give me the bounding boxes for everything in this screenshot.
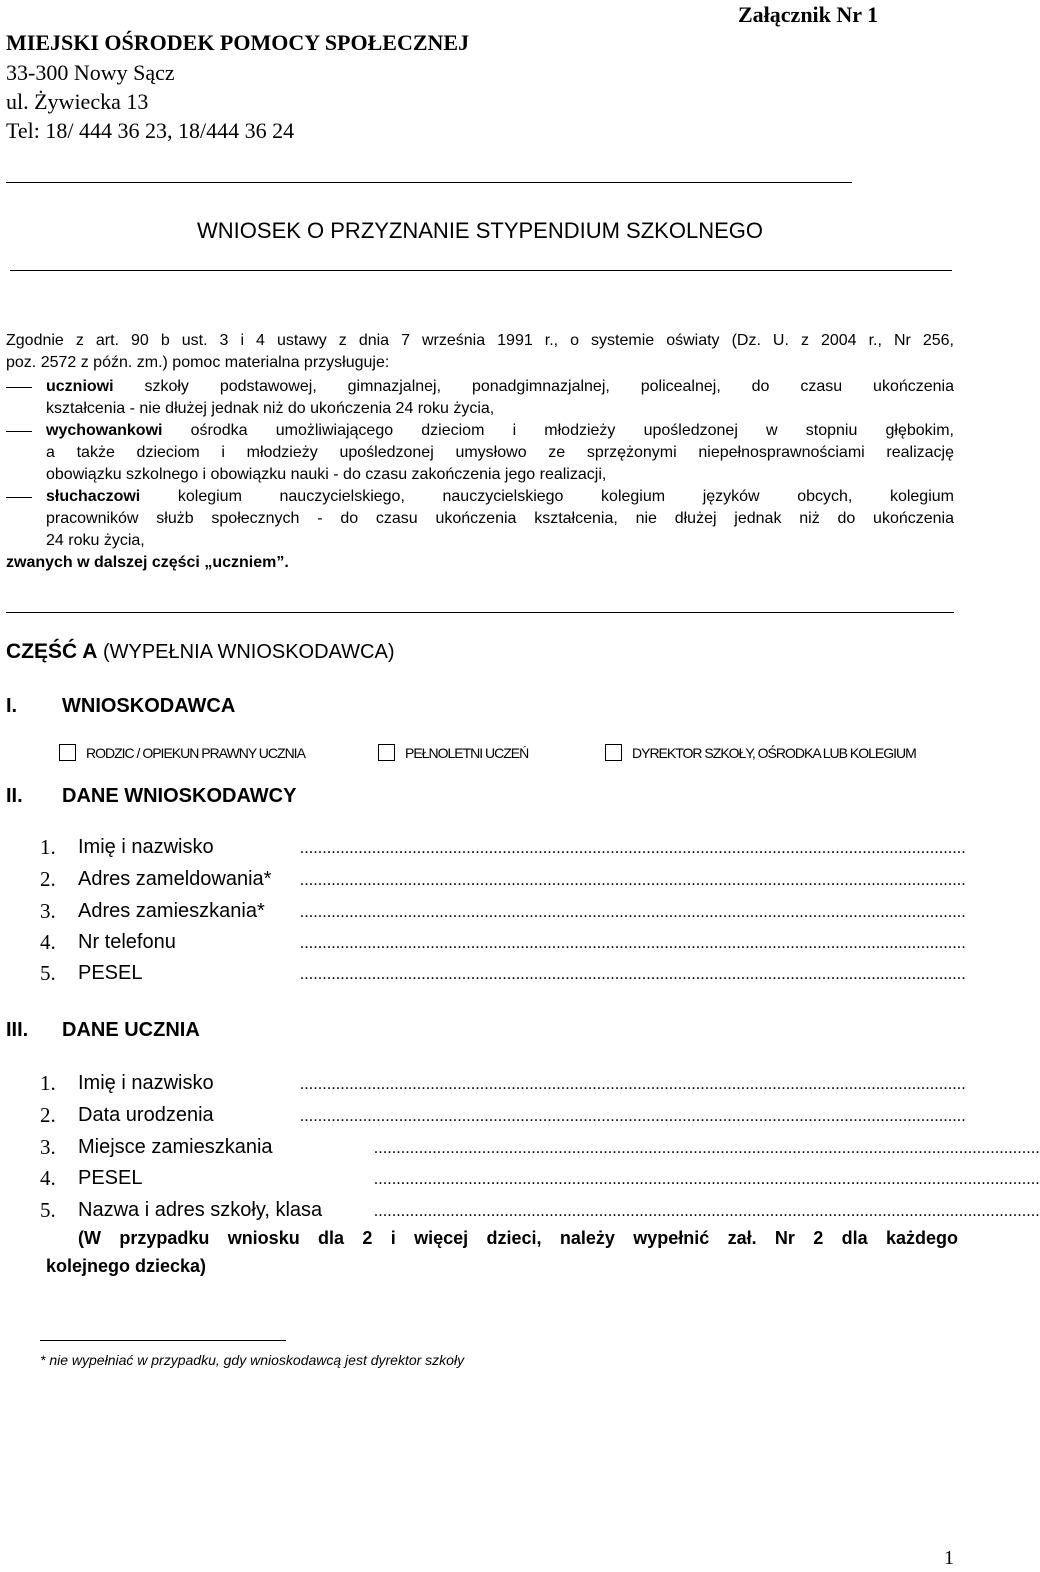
section-2-number: II. bbox=[6, 785, 23, 807]
section-divider bbox=[6, 612, 954, 613]
legal-item-2-line3: obowiązku szkolnego i obowiązku nauki - do czasu zakończenia jego realizacji, bbox=[46, 466, 607, 483]
student-item-3-number: 3. bbox=[40, 1135, 56, 1159]
street-address: ul. Żywiecka 13 bbox=[6, 89, 149, 114]
option-director[interactable] bbox=[605, 744, 916, 761]
section-1-number: I. bbox=[6, 695, 18, 717]
checkbox-director[interactable] bbox=[605, 744, 622, 761]
applicant-pesel-field[interactable]: .................................................................................................................................................... bbox=[300, 966, 966, 983]
multiple-children-note-line2: kolejnego dziecka) bbox=[46, 1256, 207, 1276]
applicant-residence-address-label: Adres zamieszkania* bbox=[78, 900, 265, 922]
option-parent-label: RODZIC / OPIEKUN PRAWNY UCZNIA bbox=[86, 744, 305, 761]
option-parent[interactable] bbox=[59, 744, 305, 761]
legal-conclusion: zwanych w dalszej części „uczniem”. bbox=[6, 554, 289, 571]
checkbox-adult-student[interactable] bbox=[378, 744, 395, 761]
student-residence-label: Miejsce zamieszkania bbox=[78, 1136, 273, 1158]
dash-bullet bbox=[6, 387, 32, 388]
legal-item-2-line1 bbox=[46, 420, 954, 442]
legal-item-2-bold: wychowankowi bbox=[46, 422, 163, 439]
student-birth-date-label: Data urodzenia bbox=[78, 1104, 214, 1126]
legal-intro-line2: poz. 2572 z późn. zm.) pomoc materialna przysługuje: bbox=[6, 354, 390, 371]
footnote: * nie wypełniać w przypadku, gdy wnioskodawcą jest dyrektor szkoły bbox=[40, 1352, 465, 1368]
applicant-residence-address-field[interactable]: .................................................................................................................................................... bbox=[300, 904, 966, 921]
part-a-heading bbox=[6, 640, 394, 664]
student-school-label: Nazwa i adres szkoły, klasa bbox=[78, 1199, 323, 1221]
applicant-item-5-number: 5. bbox=[40, 961, 56, 985]
section-3-title: DANE UCZNIA bbox=[62, 1019, 200, 1041]
page-number: 1 bbox=[944, 1547, 954, 1569]
legal-intro-line1: Zgodnie z art. 90 b ust. 3 i 4 ustawy z dnia 7 września 1991 r., o systemie oświaty (Dz. U. z 2004 r., Nr 256, bbox=[6, 332, 954, 349]
student-item-1-number: 1. bbox=[40, 1071, 56, 1095]
applicant-item-2-number: 2. bbox=[40, 867, 56, 891]
form-title: WNIOSEK O PRZYZNANIE STYPENDIUM SZKOLNEGO bbox=[197, 218, 763, 243]
applicant-item-4-number: 4. bbox=[40, 930, 56, 954]
legal-item-3-bold: słuchaczowi bbox=[46, 488, 141, 505]
student-name-field[interactable]: .................................................................................................................................................... bbox=[300, 1076, 966, 1093]
legal-item-1-text: szkoły podstawowej, gimnazjalnej, ponadgimnazjalnej, policealnej, do czasu ukończenia bbox=[144, 378, 954, 395]
phone-number: Tel: 18/ 444 36 23, 18/444 36 24 bbox=[6, 118, 295, 143]
applicant-phone-label: Nr telefonu bbox=[78, 931, 176, 953]
applicant-pesel-label: PESEL bbox=[78, 962, 143, 984]
applicant-phone-field[interactable]: .................................................................................................................................................... bbox=[300, 935, 966, 952]
legal-item-3-text: kolegium nauczycielskiego, nauczycielskiego kolegium języków obcych, kolegium bbox=[177, 488, 954, 505]
legal-item-1-line1 bbox=[46, 376, 954, 398]
title-divider bbox=[10, 270, 952, 271]
attachment-label: Załącznik Nr 1 bbox=[738, 2, 879, 27]
student-school-field[interactable]: .................................................................................................................................................... bbox=[374, 1203, 1040, 1220]
legal-item-2-line2: a także dzieciom i młodzieży upośledzonej umysłowo ze sprzężonymi niepełnosprawnościami realizację bbox=[46, 444, 954, 461]
student-item-2-number: 2. bbox=[40, 1103, 56, 1127]
student-pesel-label: PESEL bbox=[78, 1167, 143, 1189]
section-2-title: DANE WNIOSKODAWCY bbox=[62, 785, 297, 807]
legal-item-3-line1 bbox=[46, 486, 954, 508]
legal-item-1-bold: uczniowi bbox=[46, 378, 114, 395]
header-divider bbox=[6, 182, 852, 183]
applicant-registered-address-field[interactable]: .................................................................................................................................................... bbox=[300, 872, 966, 889]
option-director-label: DYREKTOR SZKOŁY, OŚRODKA LUB KOLEGIUM bbox=[632, 744, 916, 761]
option-adult-student[interactable] bbox=[378, 744, 528, 761]
postal-address: 33-300 Nowy Sącz bbox=[6, 60, 175, 85]
dash-bullet bbox=[6, 431, 32, 432]
part-a-label: CZĘŚĆ A bbox=[6, 640, 98, 663]
part-a-note: (WYPEŁNIA WNIOSKODAWCA) bbox=[102, 641, 395, 663]
legal-item-2-text: ośrodka umożliwiającego dzieciom i młodzieży upośledzonej w stopniu głębokim, bbox=[190, 422, 954, 439]
multiple-children-note-line1: (W przypadku wniosku dla 2 i więcej dzieci, należy wypełnić zał. Nr 2 dla każdego bbox=[78, 1228, 958, 1248]
legal-item-3-line2: pracowników służb społecznych - do czasu ukończenia kształcenia, nie dłużej jednak niż do ukończenia bbox=[46, 510, 954, 527]
student-residence-field[interactable]: .................................................................................................................................................... bbox=[374, 1140, 1040, 1157]
footnote-separator bbox=[40, 1340, 286, 1341]
checkbox-parent[interactable] bbox=[59, 744, 76, 761]
option-adult-student-label: PEŁNOLETNI UCZEŃ bbox=[405, 744, 529, 761]
student-birth-date-field[interactable]: .................................................................................................................................................... bbox=[300, 1108, 966, 1125]
applicant-name-label: Imię i nazwisko bbox=[78, 836, 214, 858]
legal-item-3-line3: 24 roku życia, bbox=[46, 532, 145, 549]
legal-item-1-line2: kształcenia - nie dłużej jednak niż do ukończenia 24 roku życia, bbox=[46, 400, 495, 417]
student-pesel-field[interactable]: .................................................................................................................................................... bbox=[374, 1171, 1040, 1188]
dash-bullet bbox=[6, 497, 32, 498]
section-1-title: WNIOSKODAWCA bbox=[62, 695, 236, 717]
applicant-item-3-number: 3. bbox=[40, 899, 56, 923]
applicant-item-1-number: 1. bbox=[40, 835, 56, 859]
applicant-name-field[interactable]: .................................................................................................................................................... bbox=[300, 840, 966, 857]
section-3-number: III. bbox=[6, 1019, 29, 1041]
applicant-registered-address-label: Adres zameldowania* bbox=[78, 868, 272, 890]
student-item-5-number: 5. bbox=[40, 1198, 56, 1222]
student-item-4-number: 4. bbox=[40, 1166, 56, 1190]
organization-name: MIEJSKI OŚRODEK POMOCY SPOŁECZNEJ bbox=[6, 30, 470, 55]
student-name-label: Imię i nazwisko bbox=[78, 1072, 214, 1094]
